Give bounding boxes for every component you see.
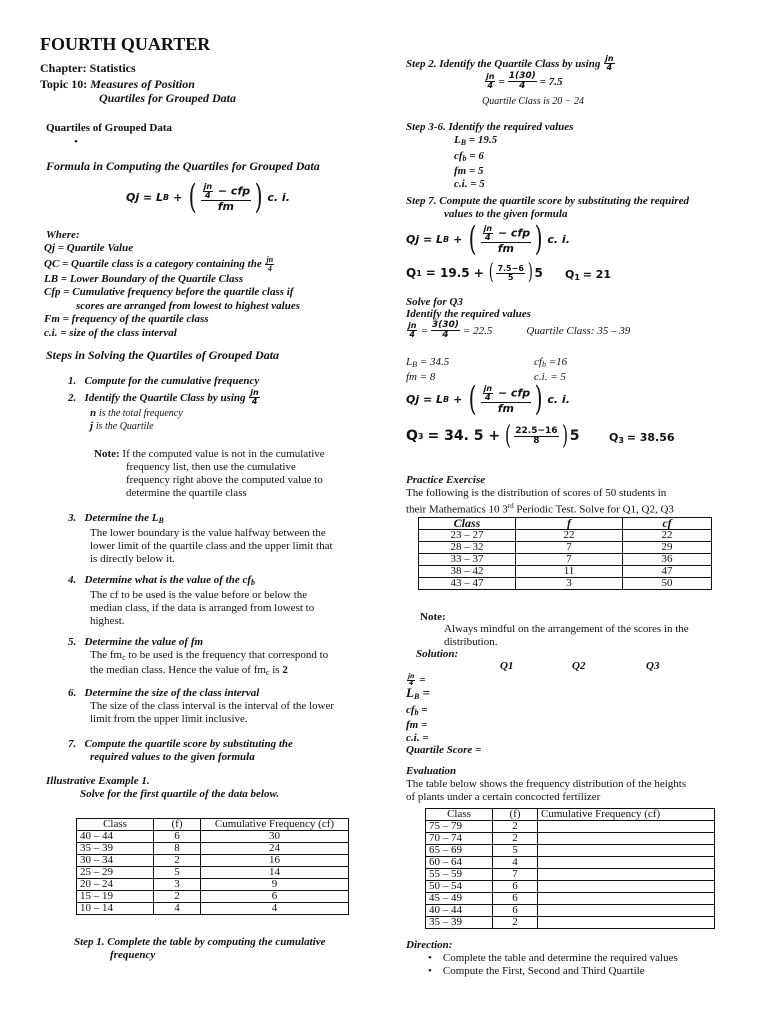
table-cell: 6: [493, 905, 538, 917]
table-cell: 38 – 42: [419, 566, 516, 578]
solution-col-q1: Q1: [500, 660, 514, 672]
table-cell: 55 – 59: [426, 869, 493, 881]
table-cell: 15 – 19: [77, 891, 154, 903]
table-row: [77, 903, 349, 915]
def-lb: LB = Lower Boundary of the Quartile Class: [44, 272, 244, 285]
bullet-point: •: [74, 136, 78, 148]
solve-q3-title: Solve for Q3: [406, 296, 463, 308]
section-quartiles-grouped: Quartiles of Grouped Data: [46, 122, 172, 134]
table-row: [426, 881, 715, 893]
table-cell: 40 – 44: [77, 831, 154, 843]
solution-rows: $\frac{jn}{4}$ = $L_B$ = $cf_b$ = fm = c.i. = Quartile Score =: [406, 673, 482, 756]
table-row: [419, 542, 712, 554]
table-cell: 22: [623, 530, 712, 542]
def-cfp-cont: scores are arranged from lowest to highest values: [76, 299, 300, 312]
table-cell: 5: [154, 867, 201, 879]
table-cell: 75 – 79: [426, 821, 493, 833]
table-cell: [538, 881, 715, 893]
step-7-title: Step 7. Compute the quartile score by substituting the required values to the given formula: [406, 195, 689, 220]
table-cell: 6: [201, 891, 349, 903]
table-cell: 4: [154, 903, 201, 915]
formula-lhs: Qj = L: [126, 190, 164, 204]
practice-text: The following is the distribution of scores of 50 students in their Mathematics 10 3rd Periodic Test. Solve for Q1, Q2, Q3: [406, 487, 674, 516]
step-2-right-title: Step 2. Identify the Quartile Class by using $\frac{jn}{4}$: [406, 54, 614, 72]
formula-main-fraction: $\frac{jn}{4}$ − cfp fm: [201, 183, 252, 212]
q3-class-calc: $\frac{jn}{4}$ = $\frac{3(30)}{4}$ = 22.5 Quartile Class: 35 – 39: [408, 320, 631, 340]
quartile-class-text: Quartile Class is 20 − 24: [482, 96, 585, 107]
table-row: [426, 917, 715, 929]
table-cell: 11: [516, 566, 623, 578]
def-ci: c.i. = size of the class interval: [44, 326, 177, 339]
step-3-6-title: Step 3-6. Identify the required values: [406, 121, 574, 133]
evaluation-table: [425, 808, 715, 929]
table-row: [419, 530, 712, 542]
step-1: 1. Compute for the cumulative frequency: [68, 375, 260, 387]
page-title: FOURTH QUARTER: [40, 34, 211, 54]
table-cell: 2: [154, 855, 201, 867]
table-cell: 2: [493, 917, 538, 929]
table-cell: 6: [493, 893, 538, 905]
steps-heading: Steps in Solving the Quartiles of Grouped Data: [46, 348, 280, 362]
table-row: [426, 893, 715, 905]
q3-result: $Q_3 = 38.56$: [609, 431, 675, 445]
table-cell: [538, 833, 715, 845]
table-cell: 35 – 39: [426, 917, 493, 929]
table-cell: 6: [154, 831, 201, 843]
evaluation-text: The table below shows the frequency distribution of the heights of plants under a certain concocted fertilizer: [406, 778, 687, 803]
step-2: 2. Identify the Quartile Class by using $\frac{jn}{4}$: [68, 388, 259, 406]
table-row: [426, 821, 715, 833]
table-header-row: Class (f) Cumulative Frequency (cf): [426, 809, 715, 821]
formula-heading: Formula in Computing the Quartiles for Grouped Data: [46, 159, 320, 173]
q3-values: $L_B = 34.5$ fm = 8: [406, 356, 450, 383]
step-3: 3. Determine the $L_B$ The lower boundary is the value halfway between the lower limit of the quartile class and the upper limit that is directly below it.: [68, 512, 333, 565]
solution-col-q2: Q2: [572, 660, 586, 672]
directions-list: [428, 952, 678, 978]
table-cell: 9: [201, 879, 349, 891]
table-row: [426, 857, 715, 869]
table-cell: 60 – 64: [426, 857, 493, 869]
formula-plus: +: [173, 190, 183, 204]
solution-col-q3: Q3: [646, 660, 660, 672]
def-qc: QC = Quartile class is a category containing the $\frac{jn}{4}$: [44, 254, 274, 273]
step-7-formula: Qj = L B + ( $\frac{jn}{4}$ − cfp fm ) c. i.: [406, 219, 570, 259]
table-row: [77, 855, 349, 867]
list-item: • Complete the table and determine the required values: [428, 952, 678, 964]
solve-q3-sub: Identify the required values: [406, 308, 531, 320]
table-cell: 35 – 39: [77, 843, 154, 855]
step-1-title: Step 1. Complete the table by computing the cumulative frequency: [74, 936, 326, 961]
topic-title: Measures of Position: [90, 77, 195, 91]
table-cell: 40 – 44: [426, 905, 493, 917]
table-cell: [538, 917, 715, 929]
table-cell: 3: [154, 879, 201, 891]
example-table: [76, 818, 349, 915]
step-5: 5. Determine the value of fm The $fm_c$ to be used is the frequency that correspond to the median class. Hence the value of $fm_c$ is 2: [68, 636, 329, 677]
step-2-calc: $\frac{jn}{4}$ = $\frac{1(30)}{4}$ = 7.5: [486, 71, 563, 91]
table-cell: [538, 821, 715, 833]
table-cell: [538, 893, 715, 905]
table-cell: 30 – 34: [77, 855, 154, 867]
def-fm: Fm = frequency of the quartile class: [44, 313, 209, 325]
step-2-n-note: n is the total frequency: [90, 407, 183, 419]
table-cell: 8: [154, 843, 201, 855]
table-cell: 23 – 27: [419, 530, 516, 542]
table-cell: 7: [516, 542, 623, 554]
table-cell: 6: [493, 881, 538, 893]
table-cell: 30: [201, 831, 349, 843]
table-cell: 2: [493, 833, 538, 845]
table-row: [419, 554, 712, 566]
table-row: [426, 905, 715, 917]
q1-expression: Q 1 = 19.5 + ( $\frac{7.5-6}{5}$ ) 5: [406, 260, 543, 285]
practice-table: [418, 517, 712, 590]
table-cell: 20 – 24: [77, 879, 154, 891]
list-item: • Compute the First, Second and Third Quartile: [428, 965, 645, 977]
table-header-row: Class f cf: [419, 518, 712, 530]
table-header-row: Class (f) Cumulative Frequency (cf): [77, 819, 349, 831]
table-cell: 14: [201, 867, 349, 879]
definitions: [44, 242, 300, 340]
where-label: Where:: [46, 229, 80, 241]
note-text-right: Always mindful on the arrangement of the scores in the distribution.: [444, 623, 689, 648]
table-cell: 10 – 14: [77, 903, 154, 915]
table-cell: 33 – 37: [419, 554, 516, 566]
table-cell: 22: [516, 530, 623, 542]
table-row: [426, 869, 715, 881]
table-row: [77, 879, 349, 891]
topic-label: Topic 10:: [40, 77, 88, 91]
note-label-right: Note:: [420, 611, 446, 623]
table-cell: 2: [154, 891, 201, 903]
table-row: [77, 843, 349, 855]
step-6: 6. Determine the size of the class interval The size of the class interval is the interval of the lower limit from the upper limit inclusive.: [68, 687, 335, 725]
table-cell: 50 – 54: [426, 881, 493, 893]
step-7: 7. Compute the quartile score by substituting the required values to the given formula: [68, 738, 293, 763]
topic-subtitle: Quartiles for Grouped Data: [99, 91, 237, 105]
def-qj: Qj = Quartile Value: [44, 242, 134, 254]
table-cell: 28 – 32: [419, 542, 516, 554]
evaluation-title: Evaluation: [406, 765, 457, 777]
table-cell: [538, 857, 715, 869]
table-row: [426, 833, 715, 845]
table-cell: 43 – 47: [419, 578, 516, 590]
quartile-formula: [126, 177, 290, 217]
note-block: Note: If the computed value is not in the cumulative frequency list, then use the cumulative frequency right above the computed value to determine the quartile class: [94, 448, 325, 499]
example-subtitle: Solve for the first quartile of the data below.: [80, 788, 280, 800]
table-cell: 4: [493, 857, 538, 869]
table-cell: 7: [493, 869, 538, 881]
table-cell: 65 – 69: [426, 845, 493, 857]
formula-lb-sub: B: [163, 192, 170, 202]
table-cell: 4: [201, 903, 349, 915]
step-2-j-note: j is the Quartile: [90, 420, 154, 432]
table-cell: 7: [516, 554, 623, 566]
table-cell: 70 – 74: [426, 833, 493, 845]
q3-expression: Q 3 = 34. 5 + ( $\frac{22.5-16}{8}$ ) 5: [406, 421, 580, 451]
table-cell: 45 – 49: [426, 893, 493, 905]
practice-title: Practice Exercise: [406, 474, 486, 486]
q3-values-2: $cf_b =16$ c.i. = 5: [534, 356, 568, 383]
formula-ci: c. i.: [267, 190, 290, 204]
table-cell: [538, 905, 715, 917]
table-row: [419, 578, 712, 590]
topic-line: [40, 77, 195, 92]
table-cell: [538, 869, 715, 881]
q3-formula: Qj = L B + ( $\frac{jn}{4}$ − cfp fm ) c. i.: [406, 379, 570, 419]
solution-label: Solution:: [416, 648, 459, 660]
table-cell: 16: [201, 855, 349, 867]
table-cell: 25 – 29: [77, 867, 154, 879]
table-cell: 3: [516, 578, 623, 590]
table-cell: 50: [623, 578, 712, 590]
table-row: [77, 831, 349, 843]
example-title: Illustrative Example 1.: [46, 775, 150, 787]
table-cell: [538, 845, 715, 857]
table-cell: 29: [623, 542, 712, 554]
def-cfp: Cfp = Cumulative frequency before the quartile class if: [44, 286, 294, 298]
table-cell: 47: [623, 566, 712, 578]
table-cell: 36: [623, 554, 712, 566]
chapter-label: Chapter: Statistics: [40, 61, 136, 75]
formula-paren: ( $\frac{jn}{4}$ − cfp fm ): [188, 177, 263, 217]
table-cell: 24: [201, 843, 349, 855]
table-cell: 2: [493, 821, 538, 833]
q1-result: $Q_1 = 21$: [565, 268, 612, 282]
direction-label: Direction:: [406, 939, 453, 951]
table-row: [419, 566, 712, 578]
step-3-6-values: $L_B = 19.5$ $cf_b = 6$ fm = 5 c.i. = 5: [454, 134, 498, 190]
table-row: [426, 845, 715, 857]
table-row: [77, 891, 349, 903]
table-cell: 5: [493, 845, 538, 857]
step-4: 4. Determine what is the value of the $cf_b$ The cf to be used is the value before or below the median class, if the data is arranged from lowest to highest.: [68, 574, 315, 627]
table-row: [77, 867, 349, 879]
